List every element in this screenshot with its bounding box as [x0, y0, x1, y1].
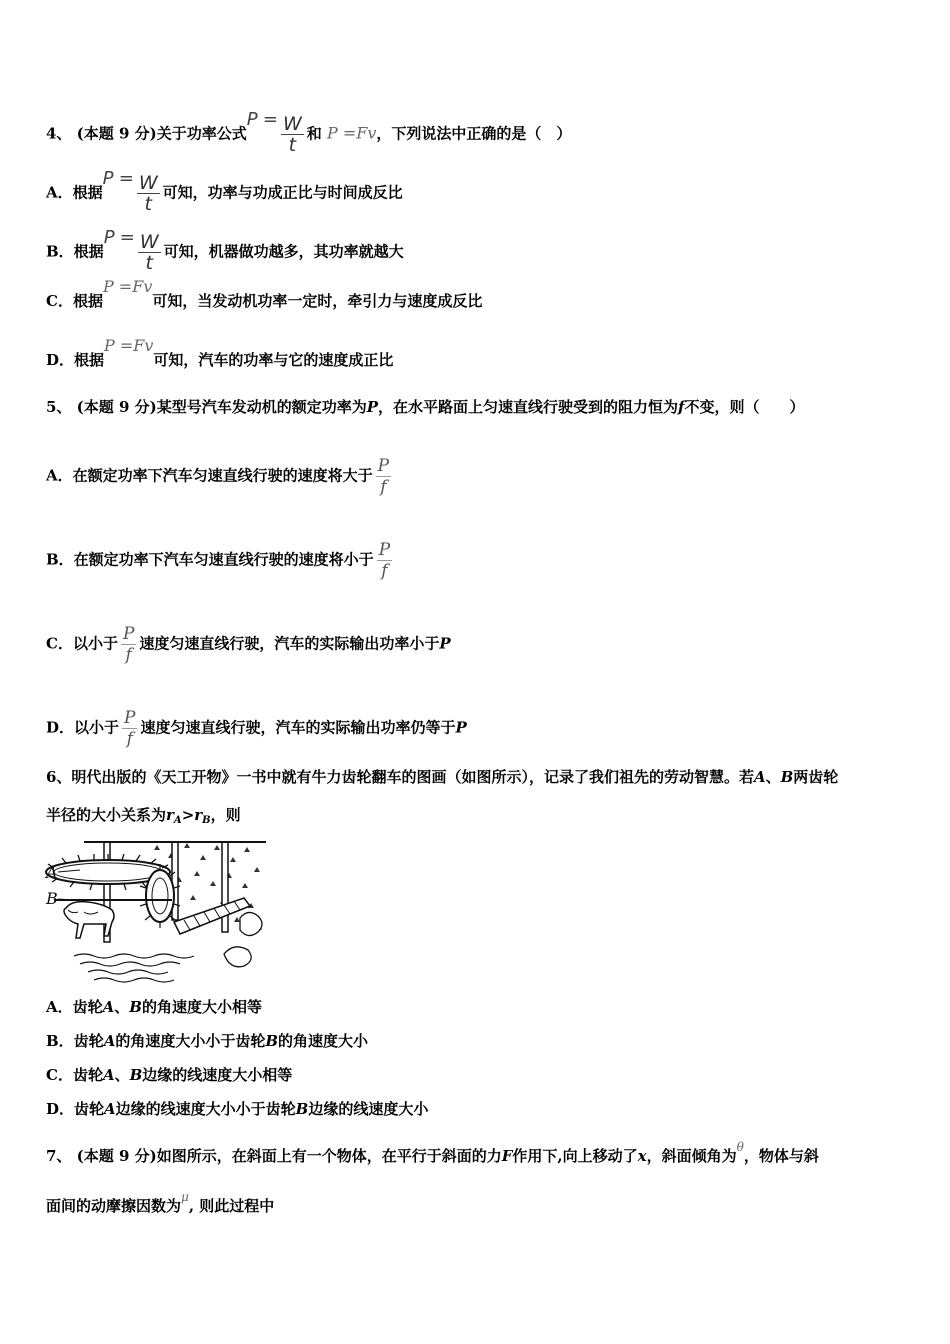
q5-option-b: B．在额定功率下汽车匀速直线行驶的速度将小于 $\frac{P}{f}$ [46, 540, 391, 581]
figure-label-b: B [46, 889, 58, 908]
q5-option-d: D．以小于 $\frac{P}{f}$ 速度匀速直线行驶，汽车的实际输出功率仍等于P [46, 708, 467, 749]
q5-stem: 5、 (本题 9 分)某型号汽车发动机的额定功率为P，在水平路面上匀速直线行驶受到的阻力恒为f不变，则（ ） [46, 398, 805, 416]
w-over-t-fraction: $\frac{W}{t}$ [139, 231, 159, 274]
q4-option-d: D．根据P =Fv可知，汽车的功率与它的速度成正比 [46, 336, 394, 369]
q4-option-c: C．根据P =Fv可知，当发动机功率一定时，牵引力与速度成反比 [46, 277, 483, 310]
q6-stem-line2: 半径的大小关系为$r_A>r_B$，则 [46, 806, 241, 826]
q5-option-c: C．以小于 $\frac{P}{f}$ 速度匀速直线行驶，汽车的实际输出功率小于P [46, 624, 451, 665]
q6-stem-line1: 6、明代出版的《天工开物》一书中就有牛力齿轮翻车的图画（如图所示），记录了我们祖先的劳动智慧。若A、B两齿轮 [46, 768, 839, 786]
q5-option-a: A．在额定功率下汽车匀速直线行驶的速度将大于 $\frac{P}{f}$ [46, 456, 390, 497]
p-over-f-fraction: $\frac{P}{f}$ [377, 456, 390, 497]
w-over-t-fraction: $\frac{W}{t}$ [138, 172, 158, 215]
q6-option-d: D．齿轮A边缘的线速度大小小于齿轮B边缘的线速度大小 [46, 1100, 429, 1118]
q7-stem-line1: 7、 (本题 9 分)如图所示，在斜面上有一个物体，在平行于斜面的力F作用下,向上移动了x，斜面倾角为$^\theta$，物体与斜 [46, 1140, 819, 1165]
ox-gear-water-wheel-figure [44, 838, 266, 986]
p-over-f-fraction: $\frac{P}{f}$ [122, 624, 135, 665]
q7-stem-line2: 面间的动摩擦因数为$^\mu$, 则此过程中 [46, 1190, 275, 1215]
q4-option-a: A．根据P = $\frac{W}{t}$ 可知，功率与功成正比与时间成反比 [46, 167, 403, 215]
q4-option-b: B．根据P = $\frac{W}{t}$ 可知，机器做功越多，其功率就越大 [46, 226, 404, 274]
q4-stem: 4、 (本题 9 分)关于功率公式P = $\frac{W}{t}$ 和 P =Fv，下列说法中正确的是（ ） [46, 108, 572, 156]
q6-option-b: B．齿轮A的角速度大小小于齿轮B的角速度大小 [46, 1032, 369, 1050]
figure-label-a: A [46, 863, 58, 882]
p-over-f-fraction: $\frac{P}{f}$ [124, 708, 136, 749]
p-over-f-fraction: $\frac{P}{f}$ [378, 540, 391, 581]
q6-option-c: C．齿轮A、B边缘的线速度大小相等 [46, 1066, 293, 1084]
q6-option-a: A．齿轮A、B的角速度大小相等 [46, 998, 262, 1016]
w-over-t-fraction: $\frac{W}{t}$ [282, 113, 302, 156]
